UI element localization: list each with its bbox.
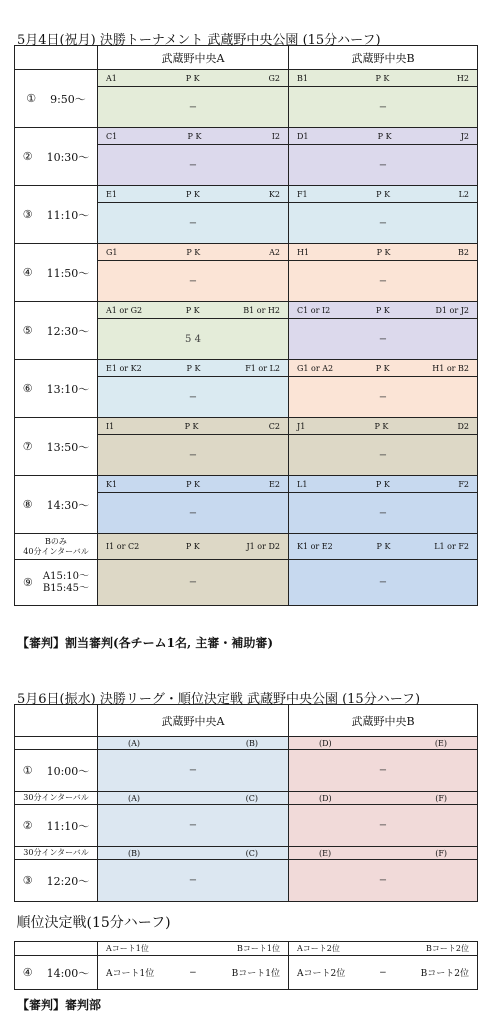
- court-a-teams: [98, 128, 289, 145]
- match-time: 14:00～: [46, 966, 90, 980]
- court-a-teams: [98, 534, 289, 560]
- day1-court-header-row: [15, 46, 478, 70]
- match-slot-cell: [15, 750, 98, 792]
- team-left: A1 or G2: [106, 305, 143, 315]
- team-left: J1: [297, 421, 306, 431]
- court-b-teams: [289, 476, 478, 493]
- pk-label: P K: [187, 131, 202, 141]
- match-number: ②: [22, 150, 33, 163]
- team-left: I1 or C2: [106, 542, 140, 551]
- day1-title: 5月4日(祝月) 決勝トーナメント 武蔵野中央公園 (15分ハーフ): [17, 33, 381, 48]
- team-left: F1: [297, 189, 308, 199]
- team-left: (E): [319, 848, 332, 858]
- placement-team-right: Bコート1位: [231, 969, 280, 979]
- team-left: (D): [319, 793, 332, 803]
- team-left: I1: [106, 421, 115, 431]
- match-teams-row: [15, 70, 478, 87]
- team-right: (C): [245, 848, 258, 858]
- placement-team-left: Aコート2位: [297, 969, 346, 979]
- pk-label: P K: [376, 189, 391, 199]
- court-a-teams: [98, 360, 289, 377]
- placement-team-right: Bコート2位: [420, 969, 469, 979]
- team-right: B2: [458, 247, 469, 257]
- court-b-score: −: [289, 560, 478, 606]
- team-right: C2: [268, 421, 280, 431]
- court-a-teams: [98, 186, 289, 203]
- team-right: G2: [268, 73, 280, 83]
- court-b-teams: [289, 534, 478, 560]
- day2-league-table: [14, 704, 478, 990]
- team-right: E2: [269, 479, 280, 489]
- team-left: (D): [319, 738, 332, 748]
- court-b-teams: [289, 244, 478, 261]
- match-teams-row: [15, 534, 478, 560]
- court-a-header: 武蔵野中央A: [98, 705, 289, 737]
- pk-label: P K: [185, 542, 200, 551]
- match-slot-cell: [15, 186, 98, 244]
- match-time: 12:20～: [46, 874, 90, 888]
- match-number: ④: [22, 266, 33, 279]
- team-right: I2: [271, 131, 280, 141]
- pk-label: P K: [377, 131, 392, 141]
- match-time: 11:10～: [46, 208, 90, 222]
- team-right: L1 or F2: [434, 542, 469, 551]
- match-slot-cell: [15, 70, 98, 128]
- court-b-teams: [289, 847, 478, 860]
- day2-court-header-row: [15, 705, 478, 737]
- team-left: D1: [297, 131, 309, 141]
- court-b-header: 武蔵野中央B: [289, 46, 478, 70]
- pk-label: P K: [186, 363, 201, 373]
- placement-score-row: [15, 956, 478, 990]
- match-number: ③: [22, 874, 33, 887]
- team-left: K1 or E2: [297, 542, 333, 551]
- match-number: ⑦: [22, 440, 33, 453]
- court-b-teams: [289, 70, 478, 87]
- team-right: H1 or B2: [432, 363, 469, 373]
- pk-label: P K: [186, 247, 201, 257]
- corner-cell: [15, 705, 98, 737]
- match-number: ①: [22, 764, 33, 777]
- team-left: L1: [297, 479, 308, 489]
- court-a-score: −: [98, 377, 289, 418]
- court-b-score: −: [289, 319, 478, 360]
- team-left: C1: [106, 131, 118, 141]
- court-b-header: 武蔵野中央B: [289, 705, 478, 737]
- court-b-score: −: [289, 860, 478, 902]
- placement-court-b: [289, 956, 478, 990]
- match-slot-cell: [15, 418, 98, 476]
- match-slot-cell: [15, 360, 98, 418]
- team-right: (B): [245, 738, 258, 748]
- court-a-score: 5 4: [98, 319, 289, 360]
- team-left: G1: [106, 247, 118, 257]
- match-teams-row: [15, 418, 478, 435]
- pk-label: P K: [375, 305, 390, 315]
- court-a-score: −: [98, 493, 289, 534]
- placement-dash: −: [379, 967, 387, 978]
- pk-label: P K: [375, 73, 390, 83]
- placement-title-row: [15, 902, 478, 942]
- league-teams-row: [15, 847, 478, 860]
- match-score-row: [15, 560, 478, 606]
- match-slot-cell: [15, 244, 98, 302]
- pk-label: P K: [186, 479, 201, 489]
- pk-label: P K: [376, 542, 391, 551]
- match-time: 11:10～: [46, 819, 90, 833]
- court-a-score: −: [98, 203, 289, 244]
- match-number: ⑨: [22, 576, 33, 589]
- team-right: J1 or D2: [246, 542, 280, 551]
- team-left: (A): [128, 738, 141, 748]
- match-teams-row: [15, 360, 478, 377]
- match-time: 10:00～: [46, 764, 90, 778]
- court-b-score: −: [289, 435, 478, 476]
- league-score-row: [15, 750, 478, 792]
- team-left: (B): [128, 848, 141, 858]
- team-right: (C): [245, 793, 258, 803]
- pk-label: P K: [185, 189, 200, 199]
- match-slot-cell: [15, 560, 98, 606]
- court-b-teams: [289, 302, 478, 319]
- placement-court-header: [98, 942, 289, 956]
- court-a-teams: [98, 302, 289, 319]
- court-a-teams: [98, 244, 289, 261]
- court-b-score: −: [289, 145, 478, 186]
- placement-team-left: Aコート1位: [106, 944, 149, 953]
- placement-team-right: Bコート1位: [237, 944, 280, 953]
- court-a-teams: [98, 476, 289, 493]
- placement-team-left: Aコート1位: [106, 969, 155, 979]
- pk-label: P K: [375, 479, 390, 489]
- team-right: F2: [458, 479, 469, 489]
- match-slot-cell: [15, 860, 98, 902]
- court-b-teams: [289, 418, 478, 435]
- team-left: K1: [106, 479, 118, 489]
- match-number: ④: [22, 966, 33, 979]
- court-a-score: −: [98, 560, 289, 606]
- team-left: C1 or I2: [297, 305, 331, 315]
- court-a-teams: [98, 737, 289, 750]
- team-right: F1 or L2: [245, 363, 280, 373]
- team-left: E1: [106, 189, 117, 199]
- placement-header-row: [15, 942, 478, 956]
- match-number: ②: [22, 819, 33, 832]
- match-teams-row: [15, 302, 478, 319]
- match-time: 13:50～: [46, 440, 90, 454]
- pk-label: P K: [185, 73, 200, 83]
- placement-team-left: Aコート2位: [297, 944, 340, 953]
- pk-label: P K: [375, 363, 390, 373]
- court-b-score: −: [289, 203, 478, 244]
- match-slot-cell: [15, 805, 98, 847]
- match-time: 9:50～: [50, 92, 86, 106]
- court-b-score: −: [289, 750, 478, 792]
- match-slot-cell: [15, 302, 98, 360]
- court-b-teams: [289, 186, 478, 203]
- team-right: D1 or J2: [435, 305, 469, 315]
- league-score-row: [15, 805, 478, 847]
- match-number: ①: [26, 92, 37, 105]
- match-teams-row: [15, 476, 478, 493]
- match-teams-row: [15, 244, 478, 261]
- court-a-score: −: [98, 261, 289, 302]
- day2-title: 5月6日(振水) 決勝リーグ・順位決定戦 武蔵野中央公園 (15分ハーフ): [17, 692, 421, 707]
- match-time: A15:10～ B15:45～: [42, 570, 90, 594]
- team-right: J2: [460, 131, 469, 141]
- court-b-score: −: [289, 493, 478, 534]
- placement-title: 順位決定戦(15分ハーフ): [15, 902, 478, 942]
- match-slot-cell: [15, 128, 98, 186]
- placement-dash: −: [189, 967, 197, 978]
- court-a-header: 武蔵野中央A: [98, 46, 289, 70]
- court-a-score: −: [98, 435, 289, 476]
- court-a-teams: [98, 418, 289, 435]
- court-b-score: −: [289, 805, 478, 847]
- match-number: ⑥: [22, 382, 33, 395]
- pk-label: P K: [374, 421, 389, 431]
- match-teams-row: [15, 128, 478, 145]
- court-b-teams: [289, 792, 478, 805]
- day2-referee-note: 【審判】審判部: [17, 998, 102, 1012]
- pk-label: P K: [184, 421, 199, 431]
- team-left: E1 or K2: [106, 363, 142, 373]
- match-time: 12:30～: [46, 324, 90, 338]
- court-b-score: −: [289, 87, 478, 128]
- league-score-row: [15, 860, 478, 902]
- placement-court-header: [289, 942, 478, 956]
- court-a-teams: [98, 847, 289, 860]
- match-slot-cell: [15, 476, 98, 534]
- team-left: A1: [106, 73, 117, 83]
- team-left: H1: [297, 247, 310, 257]
- placement-court-a: [98, 956, 289, 990]
- day1-schedule-table: [14, 45, 478, 606]
- team-left: B1: [297, 73, 308, 83]
- court-a-score: −: [98, 860, 289, 902]
- court-b-score: −: [289, 261, 478, 302]
- team-right: L2: [458, 189, 469, 199]
- court-b-teams: [289, 360, 478, 377]
- team-right: (F): [435, 848, 447, 858]
- court-b-teams: [289, 128, 478, 145]
- corner-cell: [15, 46, 98, 70]
- interval-label: 30分インターバル: [15, 847, 98, 860]
- match-slot-cell: [15, 956, 98, 990]
- team-left: G1 or A2: [297, 363, 334, 373]
- team-right: B1 or H2: [243, 305, 280, 315]
- pk-label: P K: [376, 247, 391, 257]
- team-right: H2: [456, 73, 469, 83]
- league-teams-row: [15, 792, 478, 805]
- match-number: ③: [22, 208, 33, 221]
- team-right: (E): [434, 738, 447, 748]
- placement-team-right: Bコート2位: [426, 944, 469, 953]
- court-b-score: −: [289, 377, 478, 418]
- court-a-score: −: [98, 805, 289, 847]
- pk-label: P K: [185, 305, 200, 315]
- court-a-teams: [98, 792, 289, 805]
- court-a-score: −: [98, 145, 289, 186]
- team-right: (F): [435, 793, 447, 803]
- placement-blank: [15, 942, 98, 956]
- interval-label: 30分インターバル: [15, 792, 98, 805]
- team-left: (A): [128, 793, 141, 803]
- court-a-score: −: [98, 87, 289, 128]
- interval-label: [15, 737, 98, 750]
- court-a-teams: [98, 70, 289, 87]
- court-a-score: −: [98, 750, 289, 792]
- day1-referee-note: 【審判】割当審判(各チーム1名, 主審・補助審): [17, 636, 274, 650]
- match-time: 13:10～: [46, 382, 90, 396]
- match-number: ⑤: [22, 324, 33, 337]
- match-time: 11:50～: [46, 266, 90, 280]
- league-teams-row: [15, 737, 478, 750]
- team-right: D2: [457, 421, 469, 431]
- match-number: ⑧: [22, 498, 33, 511]
- team-right: K2: [268, 189, 280, 199]
- team-right: A2: [269, 247, 280, 257]
- match-time: 10:30～: [46, 150, 90, 164]
- interval-label: Bのみ 40分インターバル: [15, 534, 98, 560]
- court-b-teams: [289, 737, 478, 750]
- match-time: 14:30～: [46, 498, 90, 512]
- match-teams-row: [15, 186, 478, 203]
